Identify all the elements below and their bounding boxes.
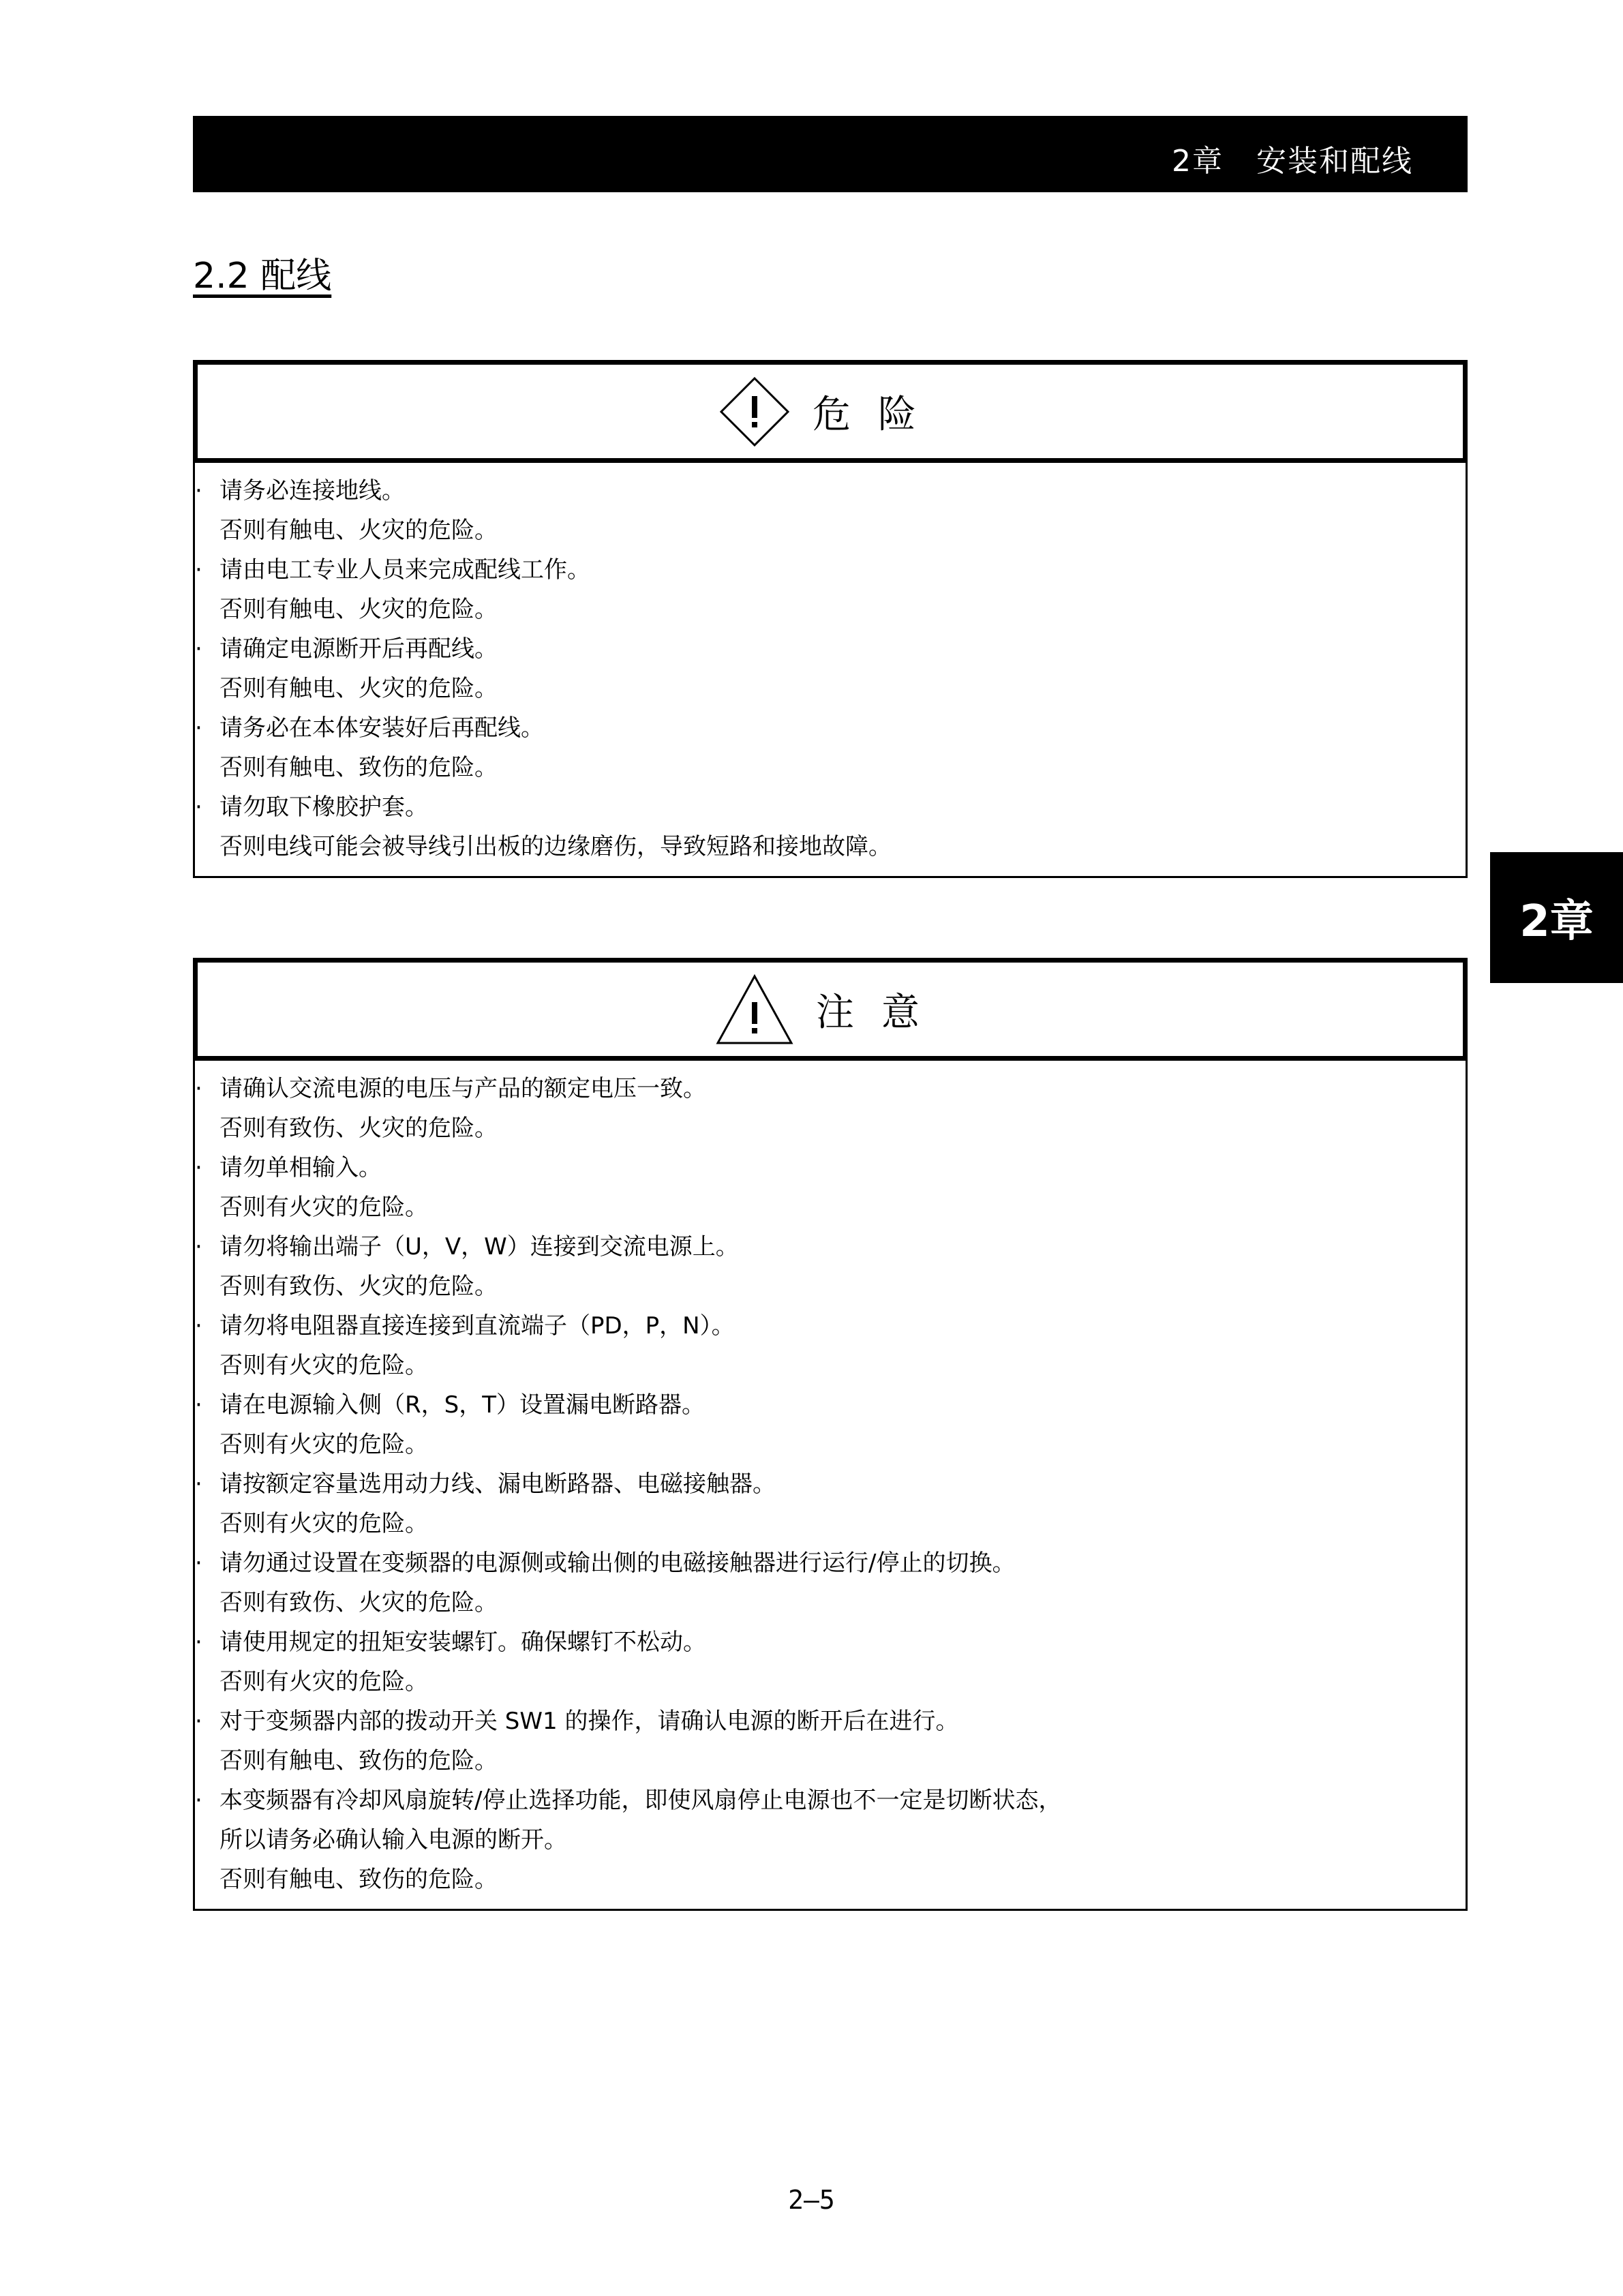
item-text: 请使用规定的扭矩安装螺钉。确保螺钉不松动。	[219, 1629, 706, 1656]
item-text: 请勿取下橡胶护套。	[219, 794, 428, 821]
danger-list	[195, 463, 1466, 876]
page-number: 2—5	[788, 2185, 835, 2215]
list-item: · 请勿取下橡胶护套。 否则电线可能会被导线引出板的边缘磨伤，导致短路和接地故障。	[195, 787, 1466, 866]
caution-box	[193, 958, 1468, 1911]
danger-label: 危险	[813, 392, 943, 437]
item-text: 请在电源输入侧（R，S，T）设置漏电断路器。	[219, 1391, 705, 1419]
list-item: · 请在电源输入侧（R，S，T）设置漏电断路器。 否则有火灾的危险。	[195, 1385, 1466, 1464]
warning-triangle-icon	[714, 972, 795, 1047]
list-item: · 请勿将电阻器直接连接到直流端子（PD，P，N）。 否则有火灾的危险。	[195, 1306, 1466, 1385]
item-consequence: 否则有触电、致伤的危险。	[219, 1866, 498, 1893]
list-item: · 请勿单相输入。 否则有火灾的危险。	[195, 1148, 1466, 1227]
item-consequence: 否则电线可能会被导线引出板的边缘磨伤，导致短路和接地故障。	[219, 833, 892, 860]
item-continuation: 所以请务必确认输入电源的断开。	[219, 1826, 567, 1854]
item-text: 对于变频器内部的拨动开关 SW1 的操作，请确认电源的断开后在进行。	[219, 1708, 959, 1735]
item-consequence: 否则有火灾的危险。	[219, 1668, 428, 1695]
chapter-header-bar	[193, 116, 1468, 192]
item-consequence: 否则有触电、火灾的危险。	[219, 675, 498, 702]
item-consequence: 否则有触电、致伤的危险。	[219, 754, 498, 781]
item-text: 请由电工专业人员来完成配线工作。	[219, 556, 590, 584]
item-text: 请务必连接地线。	[219, 477, 405, 504]
item-consequence: 否则有火灾的危险。	[219, 1194, 428, 1221]
item-consequence: 否则有火灾的危险。	[219, 1352, 428, 1379]
caution-box-header	[195, 960, 1466, 1061]
list-item: · 请勿将输出端子（U，V，W）连接到交流电源上。 否则有致伤、火灾的危险。	[195, 1227, 1466, 1306]
list-item: · 请勿通过设置在变频器的电源侧或输出侧的电磁接触器进行运行/停止的切换。 否则有致伤、火灾的危险。	[195, 1543, 1466, 1622]
item-text: 请勿单相输入。	[219, 1154, 382, 1181]
item-text: 请按额定容量选用动力线、漏电断路器、电磁接触器。	[219, 1470, 776, 1498]
item-text: 请确定电源断开后再配线。	[219, 635, 498, 663]
item-consequence: 否则有火灾的危险。	[219, 1431, 428, 1458]
item-text: 请勿将输出端子（U，V，W）连接到交流电源上。	[219, 1233, 739, 1260]
list-item: · 请确定电源断开后再配线。 否则有触电、火灾的危险。	[195, 629, 1466, 708]
item-consequence: 否则有触电、火灾的危险。	[219, 517, 498, 544]
item-consequence: 否则有火灾的危险。	[219, 1510, 428, 1537]
section-title: 2.2 配线	[193, 256, 332, 297]
item-text: 本变频器有冷却风扇旋转/停止选择功能，即使风扇停止电源也不一定是切断状态，	[219, 1787, 1062, 1814]
caution-label: 注意	[816, 990, 947, 1035]
item-text: 请确认交流电源的电压与产品的额定电压一致。	[219, 1075, 706, 1102]
list-item: · 请务必连接地线。 否则有触电、火灾的危险。	[195, 471, 1466, 550]
list-item: · 请使用规定的扭矩安装螺钉。确保螺钉不松动。 否则有火灾的危险。	[195, 1622, 1466, 1702]
list-item: · 请确认交流电源的电压与产品的额定电压一致。 否则有致伤、火灾的危险。	[195, 1069, 1466, 1148]
list-item: · 请务必在本体安装好后再配线。 否则有触电、致伤的危险。	[195, 708, 1466, 787]
warning-diamond-icon	[717, 374, 792, 449]
item-consequence: 否则有触电、致伤的危险。	[219, 1747, 498, 1774]
chapter-header-title: 2章 安装和配线	[1172, 144, 1413, 179]
list-item: · 对于变频器内部的拨动开关 SW1 的操作，请确认电源的断开后在进行。 否则有触电、致伤的危险。	[195, 1702, 1466, 1781]
danger-box	[193, 360, 1468, 878]
item-consequence: 否则有致伤、火灾的危险。	[219, 1589, 498, 1616]
caution-list	[195, 1061, 1466, 1909]
item-consequence: 否则有致伤、火灾的危险。	[219, 1273, 498, 1300]
list-item: · 请由电工专业人员来完成配线工作。 否则有触电、火灾的危险。	[195, 550, 1466, 629]
item-text: 请勿通过设置在变频器的电源侧或输出侧的电磁接触器进行运行/停止的切换。	[219, 1550, 1016, 1577]
list-item: · 本变频器有冷却风扇旋转/停止选择功能，即使风扇停止电源也不一定是切断状态， 所以请务必确认输入电源的断开。 否则有触电、致伤的危险。	[195, 1781, 1466, 1899]
list-item: · 请按额定容量选用动力线、漏电断路器、电磁接触器。 否则有火灾的危险。	[195, 1464, 1466, 1543]
danger-box-header	[195, 362, 1466, 463]
item-consequence: 否则有致伤、火灾的危险。	[219, 1115, 498, 1142]
item-consequence: 否则有触电、火灾的危险。	[219, 596, 498, 623]
item-text: 请务必在本体安装好后再配线。	[219, 714, 544, 742]
item-text: 请勿将电阻器直接连接到直流端子（PD，P，N）。	[219, 1312, 735, 1340]
chapter-side-tab: 2章	[1490, 852, 1623, 983]
